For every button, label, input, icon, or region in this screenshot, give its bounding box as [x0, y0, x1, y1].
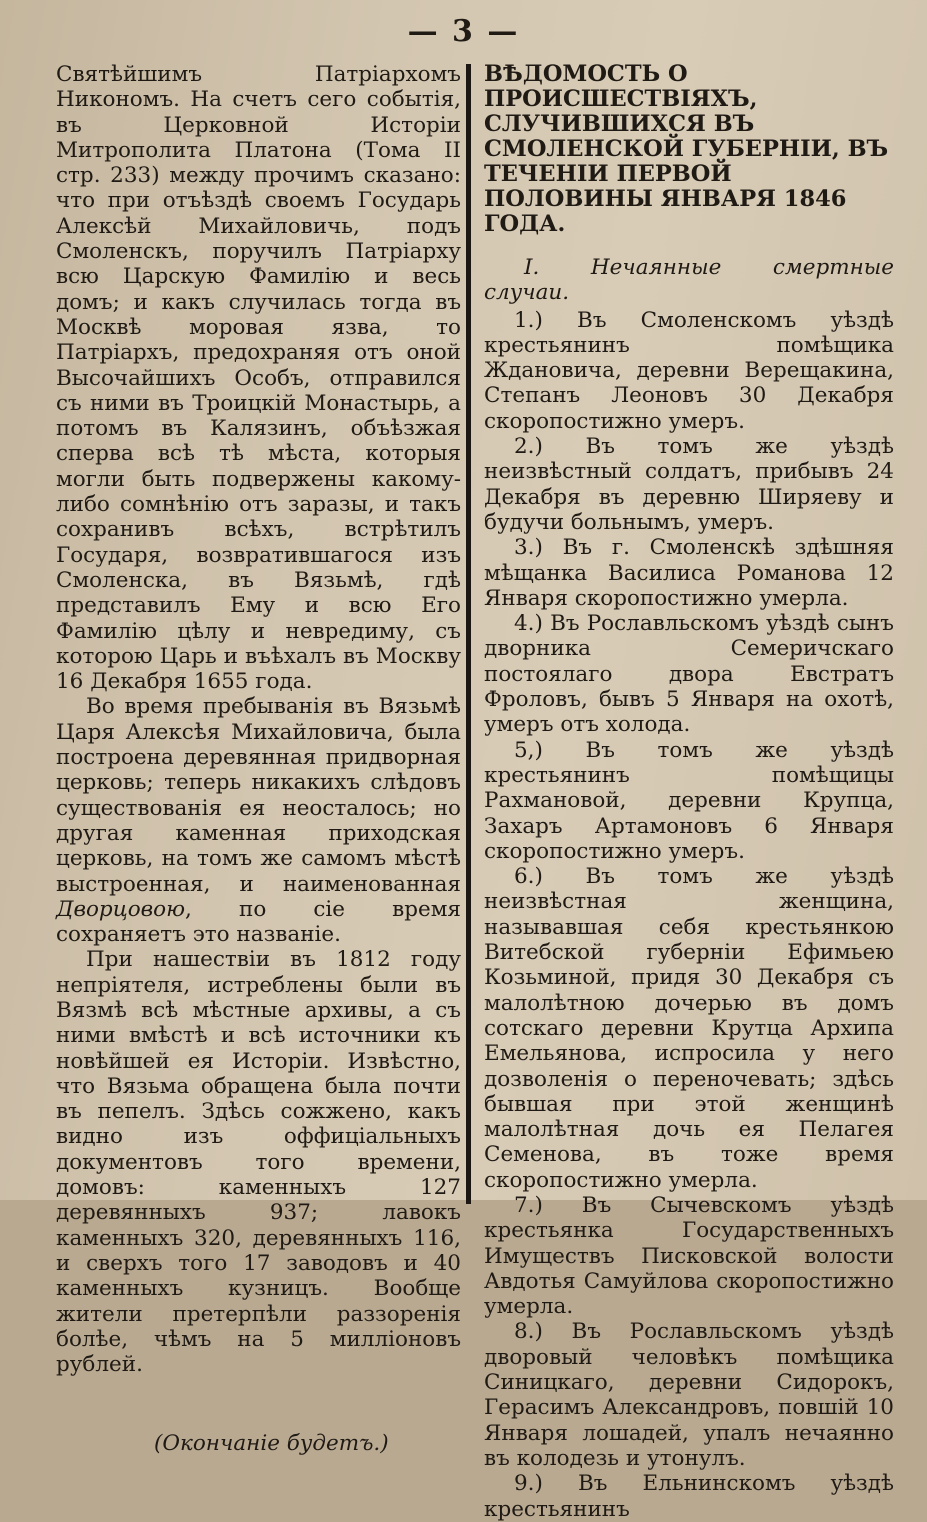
incident-item-1: 1.) Въ Смоленскомъ уѣздѣ крестьянинъ помѣщика Ждановича, деревни Верещакина, Степанъ Леоновъ 30 Декабря скоропостижно умеръ. — [484, 307, 894, 434]
page-number: — 3 — — [407, 14, 520, 49]
incident-item-5: 5,) Въ томъ же уѣздѣ крестьянинъ помѣщицы Рахмановой, деревни Крупца, Захаръ Артамоновъ 6 Января скоропостижно умеръ. — [484, 737, 894, 864]
incident-item-6: 6.) Въ томъ же уѣздѣ неизвѣстная женщина, называвшая себя крестьянкою Витебской губерніи Ефимьею Козьминой, придя 30 Декабря съ малолѣтною дочерью въ домъ сотскаго деревни Крутца Архипа Емельянова, испросила у него дозволенія о переночевать; здѣсь бывшая при этой женщинѣ малолѣтная дочь ея Пелагея Семенова, въ тоже время скоропостижно умерла. — [484, 864, 894, 1193]
incident-item-3: 3.) Въ г. Смоленскѣ здѣшняя мѣщанка Василиса Романова 12 Января скоропостижно умерла. — [484, 535, 894, 611]
report-heading: ВѢДОМОСТЬ О ПРОИСШЕСТВІЯХЪ, СЛУЧИВШИХСЯ ВЪ СМОЛЕНСКОЙ ГУБЕРНІИ, ВЪ ТЕЧЕНІИ ПЕРВОЙ ПОЛОВИНЫ ЯНВАРЯ 1846 ГОДА. — [484, 61, 889, 237]
paragraph-2-text: Во время пребыванія въ Вязьмѣ Царя Алексѣя Михайловича, была построена деревянная придворная церковь; теперь никакихъ слѣдовъ существованія ея неосталось; но другая каменная приходская церковь, на томъ же самомъ мѣстѣ выстроенная, и наименованная — [56, 694, 461, 897]
paragraph-2-tail: , по сіе время сохраняетъ это названіе. — [56, 896, 461, 948]
incident-item-9: 9.) Въ Ельнинскомъ уѣздѣ крестьянинъ — [484, 1471, 894, 1522]
section-title: I. Нечаянные смертные случаи. — [484, 255, 894, 306]
continuation-note: (Окончаніе будетъ.) — [154, 1431, 389, 1457]
incident-item-4: 4.) Въ Рославльскомъ уѣздѣ сынъ дворника Семеричскаго постоялаго двора Евстратъ Фроловъ, бывъ 5 Января на охотѣ, умеръ отъ холода. — [484, 611, 894, 738]
paragraph-2 — [56, 694, 461, 947]
paragraph-3: При нашествіи въ 1812 году непріятеля, истреблены были въ Вязмѣ всѣ мѣстные архивы, а съ ними вмѣстѣ и всѣ источники къ новѣйшей ея Исторіи. Извѣстно, что Вязьма обращена была почти въ пепелъ. Здѣсь сожжено, какъ видно изъ оффиціальныхъ документовъ того времени, домовъ: каменныхъ 127 деревянныхъ 937; лавокъ каменныхъ 320, деревянныхъ 116, и сверхъ того 17 заводовъ и 40 каменныхъ кузницъ. Вообще жители претерпѣли раззоренія болѣе, чѣмъ на 5 милліоновъ рублей. — [56, 947, 461, 1378]
incident-item-8: 8.) Въ Рославльскомъ уѣздѣ дворовый человѣкъ помѣщика Синицкаго, деревни Сидорокъ, Герасимъ Александровъ, повшій 10 Января лошадей, упалъ нечаянно въ колодезь и утонулъ. — [484, 1319, 894, 1471]
church-name: Дворцовою — [56, 896, 186, 922]
incident-item-7: 7.) Въ Сычевскомъ уѣздѣ крестьянка Государственныхъ Имуществъ Писковской волости Авдотья Самуйлова скоропостижно умерла. — [484, 1192, 894, 1320]
paragraph-1: Святѣйшимъ Патріархомъ Никономъ. На счетъ сего событія, въ Церковной Исторіи Митрополита Платона (Тома II стр. 233) между прочимъ сказано: что при отъѣздѣ своемъ Государь Алексѣй Михайловичь, подъ Смоленскъ, поручилъ Патріарху всю Царскую Фамилію и весь домъ; и какъ случилась тогда въ Москвѣ моровая язва, то Патріархъ, предохраняя отъ оной Высочайшихъ Особъ, отправился съ ними въ Троицкій Монастырь, а потомъ въ Калязинъ, объѣзжая сперва всѣ тѣ мѣста, которыя могли быть подвержены какому-либо сомнѣнію отъ заразы, и такъ сохранивъ всѣхъ, встрѣтилъ Государя, возвратившагося изъ Смоленска, въ Вязьмѣ, гдѣ представилъ Ему и всю Его Фамилію цѣлу и невредиму, съ которою Царь и въѣхалъ въ Москву 16 Декабря 1655 года. — [56, 62, 461, 695]
incident-item-2: 2.) Въ томъ же уѣздѣ неизвѣстный солдатъ, прибывъ 24 Декабря въ деревню Ширяеву и будучи больнымъ, умеръ. — [484, 434, 894, 535]
left-column — [56, 62, 461, 1457]
right-column — [484, 62, 894, 1522]
column-divider — [466, 64, 471, 1204]
